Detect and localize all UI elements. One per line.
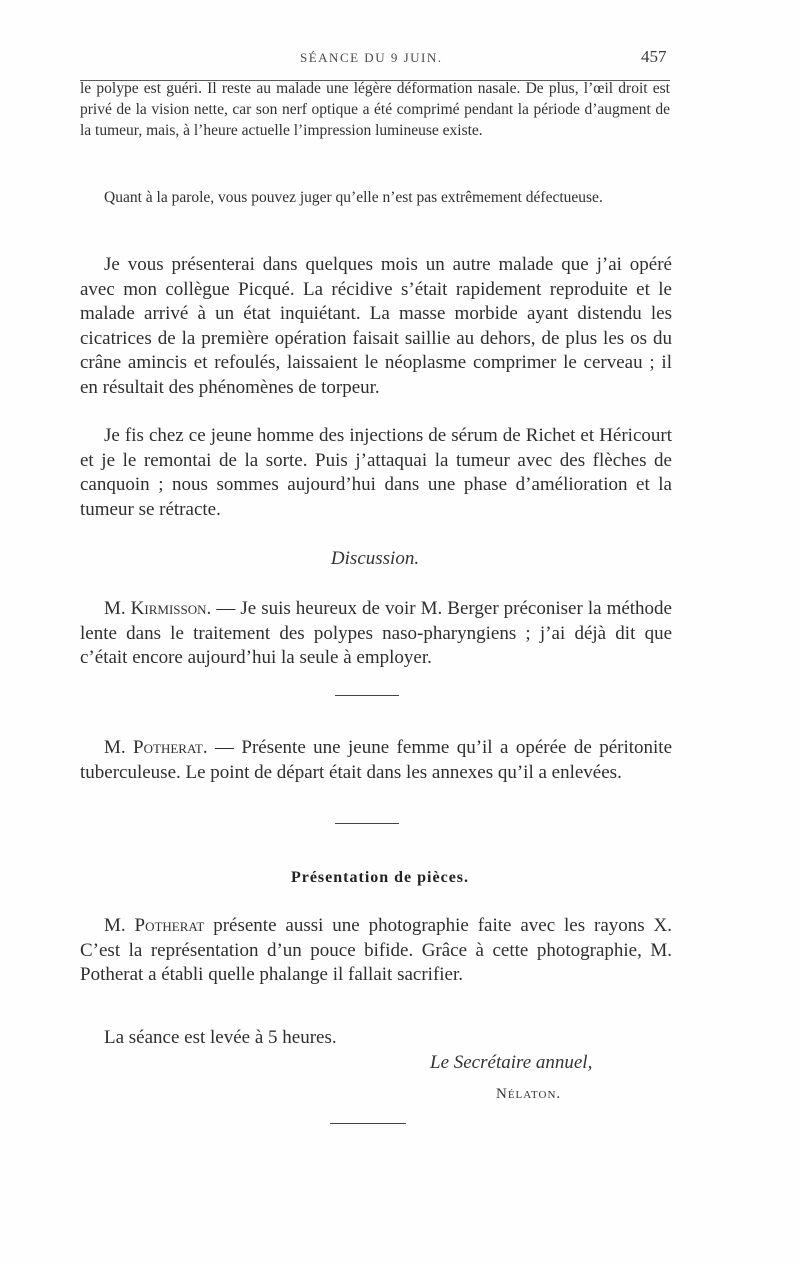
page-number: 457 <box>641 47 667 66</box>
signature-name: Nélaton. <box>496 1086 562 1102</box>
discussion-title: Discussion. <box>330 548 420 569</box>
potherat-text: — Présente une jeune femme qu’il a opérée de péritonite tuberculeuse. Le point de départ était dans les annexes qu’il a enlevées. <box>80 737 672 783</box>
paragraph-autre-malade: Je vous présenterai dans quelques mois un autre malade que j’ai opéré avec mon collègue Picqué. La récidive s’était rapidement reproduite et le malade arrivé à un état inquiétant. La masse morbide ayant distendu les cicatrices de la première opération faisait saillie au dehors, de plus les os du crâne amincis et refoulés, laissaient le néoplasme comprimer le cerveau ; il en résultait des phénomènes de torpeur. <box>80 254 672 398</box>
paragraph-polype: le polype est guéri. Il reste au malade une légère déformation nasale. De plus, l’œil droit est privé de la vision nette, car son nerf optique a été comprimé pendant la période d’augment de la tumeur, mais, à l’heure actuelle l’impression lumineuse existe. <box>80 80 670 139</box>
running-head: SÉANCE DU 9 JUIN. <box>300 50 443 65</box>
kirmisson-text: — Je suis heureux de voir M. Berger préconiser la méthode lente dans le traitement des polypes naso-pharyngiens ; j’ai déjà dit que c’était encore aujourd’hui la seule à employer. <box>80 598 672 668</box>
paragraph-parole: Quant à la parole, vous pouvez juger qu’elle n’est pas extrêmement défectueuse. <box>104 189 603 206</box>
paragraph-kirmisson <box>80 597 672 671</box>
paragraph-injections: Je fis chez ce jeune homme des injections de sérum de Richet et Héricourt et je le remontai de la sorte. Puis j’attaquai la tumeur avec des flèches de canquoin ; nous sommes aujourd’hui dans une phase d’amélioration et la tumeur se rétracte. <box>80 425 672 520</box>
speaker-potherat-presentation: M. Potherat <box>104 915 205 936</box>
speaker-kirmisson: M. Kirmisson. <box>104 598 212 619</box>
paragraph-potherat <box>80 736 672 785</box>
final-rule <box>330 1123 406 1124</box>
presentation-title: Présentation de pièces. <box>290 869 470 886</box>
paragraph-presentation <box>80 914 672 988</box>
presentation-text: présente aussi une photographie faite avec les rayons X. C’est la représentation d’un pouce bifide. Grâce à cette photographie, M. Potherat a établi quelle phalange il fallait sacrifier. <box>80 915 673 985</box>
separator-rule <box>335 823 399 824</box>
separator-rule <box>335 695 399 696</box>
speaker-potherat: M. Potherat. <box>104 737 208 758</box>
signature-title: Le Secrétaire annuel, <box>430 1052 593 1073</box>
closing-line: La séance est levée à 5 heures. <box>104 1027 337 1048</box>
